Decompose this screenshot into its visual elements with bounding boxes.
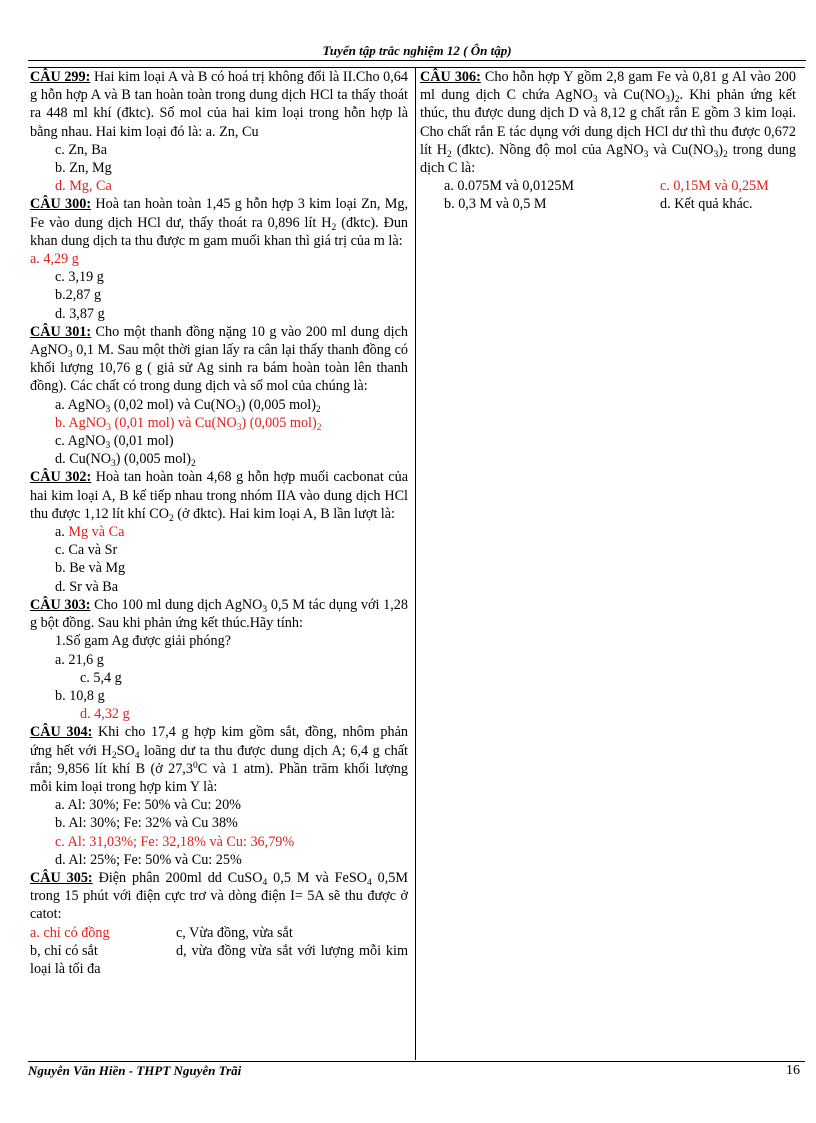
- option-d: d. $Cu(NO_3)$ (0,005 $mol)_2$: [55, 451, 196, 470]
- option-a-answer: a. chỉ có đồng: [30, 924, 110, 941]
- footer-author: Nguyễn Văn Hiền - THPT Nguyễn Trãi: [28, 1063, 242, 1078]
- right-column: [420, 68, 796, 214]
- page-footer: [28, 1063, 800, 1079]
- question-label: CÂU 302:: [30, 469, 92, 486]
- option-b-answer: b. AgNO$_3$ (0,01 mol) và $Cu(NO_3)$ (0,005 $mol)_2$: [55, 414, 322, 433]
- option-b: b.2,87 g: [55, 287, 102, 304]
- question-label: CÂU 301:: [30, 323, 92, 340]
- option-a-answer: a. 4,29 g: [30, 251, 79, 268]
- question-label: CÂU 303:: [30, 596, 91, 613]
- question-300: CÂU 300: Hoà tan hoàn toàn 1,45 g hỗn hợp 3 kim loại Zn, Mg, Fe vào dung dịch HCl dư, thấy thoát ra 0,896 lít $H_2$ (đktc). Đun khan dung dịch ta thu được m gam muối khan thì giá trị của m là:: [30, 196, 409, 249]
- options-row-1: [30, 924, 408, 942]
- question-303: CÂU 303: Cho 100 ml dung dịch AgNO$_3$ 0,5 M tác dụng với 1,28 g bột đồng. Sau khi phản ứng kết thúc.Hãy tính:: [30, 596, 408, 632]
- option-b: b. Be và Mg: [55, 560, 126, 577]
- option-a: a. Al: 30%; Fe: 50% và Cu: 20%: [55, 797, 241, 814]
- page-number: 16: [786, 1063, 800, 1078]
- question-label: CÂU 299:: [30, 69, 91, 85]
- option-a: a. AgNO$_3$ (0,02 mol) và $Cu(NO_3)$ (0,005 $mol)_2$: [55, 396, 321, 415]
- question-301: CÂU 301: Cho một thanh đồng nặng 10 g vào 200 ml dung dịch AgNO$_3$ 0,1 M. Sau một thời gian lấy ra cân lại thấy thanh đồng có khối lượng 10,76 g ( giả sử Ag sinh ra bám hoàn toàn lên thanh đồng). Các chất có trong dung dịch và số mol của chúng là:: [30, 323, 408, 395]
- column-divider: [415, 67, 416, 1060]
- option-c-answer: c. 0,15M và 0,25M: [660, 178, 769, 195]
- question-305: CÂU 305: Điện phân 200ml dd CuSO$_4$ 0,5 M và FeSO$_4$ 0,5M trong 15 phút với điện cực trơ và dòng điện I= 5A sẽ thu được ở catot:: [30, 869, 408, 923]
- option-c: c, Vừa đồng, vừa sắt: [176, 924, 293, 941]
- option-c: c. AgNO$_3$ (0,01 mol): [55, 433, 174, 452]
- question-label: CÂU 305:: [30, 869, 93, 886]
- option-c: c. 3,19 g: [55, 269, 104, 286]
- page-header: [28, 43, 806, 61]
- option-d: d, vừa đồng vừa sắt với lượng mỗi kim loại là tối đa: [30, 942, 408, 977]
- option-a: a. 0.075M và 0,0125M: [444, 178, 575, 195]
- option-c-answer: c. Al: 31,03%; Fe: 32,18% và Cu: 36,79%: [55, 833, 295, 850]
- question-302: CÂU 302: Hoà tan hoàn toàn 4,68 g hỗn hợp muối cacbonat của hai kim loại A, B kế tiếp nhau trong nhóm IIA vào dung dịch HCl thu được 1,12 lít khí $CO_2$ (ở đktc). Hai kim loại A, B lần lượt là:: [30, 469, 408, 524]
- option-d-wrap: [30, 942, 408, 978]
- option-a: a. 21,6 g: [55, 651, 104, 668]
- option-d-answer: d. 4,32 g: [80, 706, 130, 723]
- left-column: [30, 68, 408, 978]
- option-b: b. 10,8 g: [55, 687, 105, 704]
- question-306: CÂU 306: Cho hỗn hợp Y gồm 2,8 gam Fe và 0,81 g Al vào 200 ml dung dịch C chứa AgNO$_3$ và $Cu(NO_3)_2$. Khi phản ứng kết thúc, thu được dung dịch D và 8,12 g chất rắn E gồm 3 kim loại. Cho chất rắn E tác dụng với dung dịch HCl dư thì thu được 0,672 lít $H_2$ (đktc). Nồng độ mol của AgNO$_3$ và $Cu(NO_3)_2$ trong dung dịch C là:: [420, 69, 796, 177]
- question-text: Hai kim loại A và B có hoá trị không đổi là II.Cho 0,64 g hỗn hợp A và B tan hoàn toàn trong dung dịch HCl ta thấy thoát ra 448 ml khí (đktc). Số mol của hai kim loại trong hỗn hợp là bằng nhau. Hai kim loại đó là:: [30, 69, 408, 140]
- question-304: CÂU 304: Khi cho 17,4 g hợp kim gồm sắt, đồng, nhôm phản ứng hết với $H_2SO_4$ loãng dư ta thu được dung dịch A; 6,4 g chất rắn; 9,856 lít khí B (ở 27,3$^0$C và 1 atm). Phần trăm khối lượng mỗi kim loại trong hợp kim Y là:: [30, 724, 409, 795]
- question-label: CÂU 306:: [420, 69, 481, 85]
- option-c: c. Zn, Ba: [55, 141, 108, 158]
- option-a-answer: a. Mg và Ca: [55, 524, 125, 541]
- option-d: d. 3,87 g: [55, 305, 105, 322]
- option-b: b. Al: 30%; Fe: 32% và Cu 38%: [55, 815, 238, 832]
- option-d: d. Kết quả khác.: [660, 196, 753, 213]
- option-b: b. 0,3 M và 0,5 M: [444, 196, 547, 213]
- option-d: d. Al: 25%; Fe: 50% và Cu: 25%: [55, 851, 242, 868]
- option-b: b, chỉ có sắt: [30, 942, 98, 959]
- question-label: CÂU 300:: [30, 196, 92, 213]
- question-299: [30, 68, 408, 141]
- option-d-answer: d. Mg, Ca: [55, 178, 112, 195]
- option-b: b. Zn, Mg: [55, 160, 112, 177]
- question-label: CÂU 304:: [30, 724, 93, 741]
- option-c: c. Ca và Sr: [55, 542, 118, 559]
- options-row-1: [420, 177, 796, 195]
- option-d: d. Sr và Ba: [55, 578, 119, 595]
- sub-question: 1.Số gam Ag được giải phóng?: [55, 633, 231, 650]
- options-row-2: [420, 195, 796, 213]
- header-title: Tuyển tập trắc nghiệm 12 ( Ôn tập): [322, 43, 512, 58]
- option-a: a. Zn, Cu: [205, 123, 259, 140]
- option-c: c. 5,4 g: [80, 669, 122, 686]
